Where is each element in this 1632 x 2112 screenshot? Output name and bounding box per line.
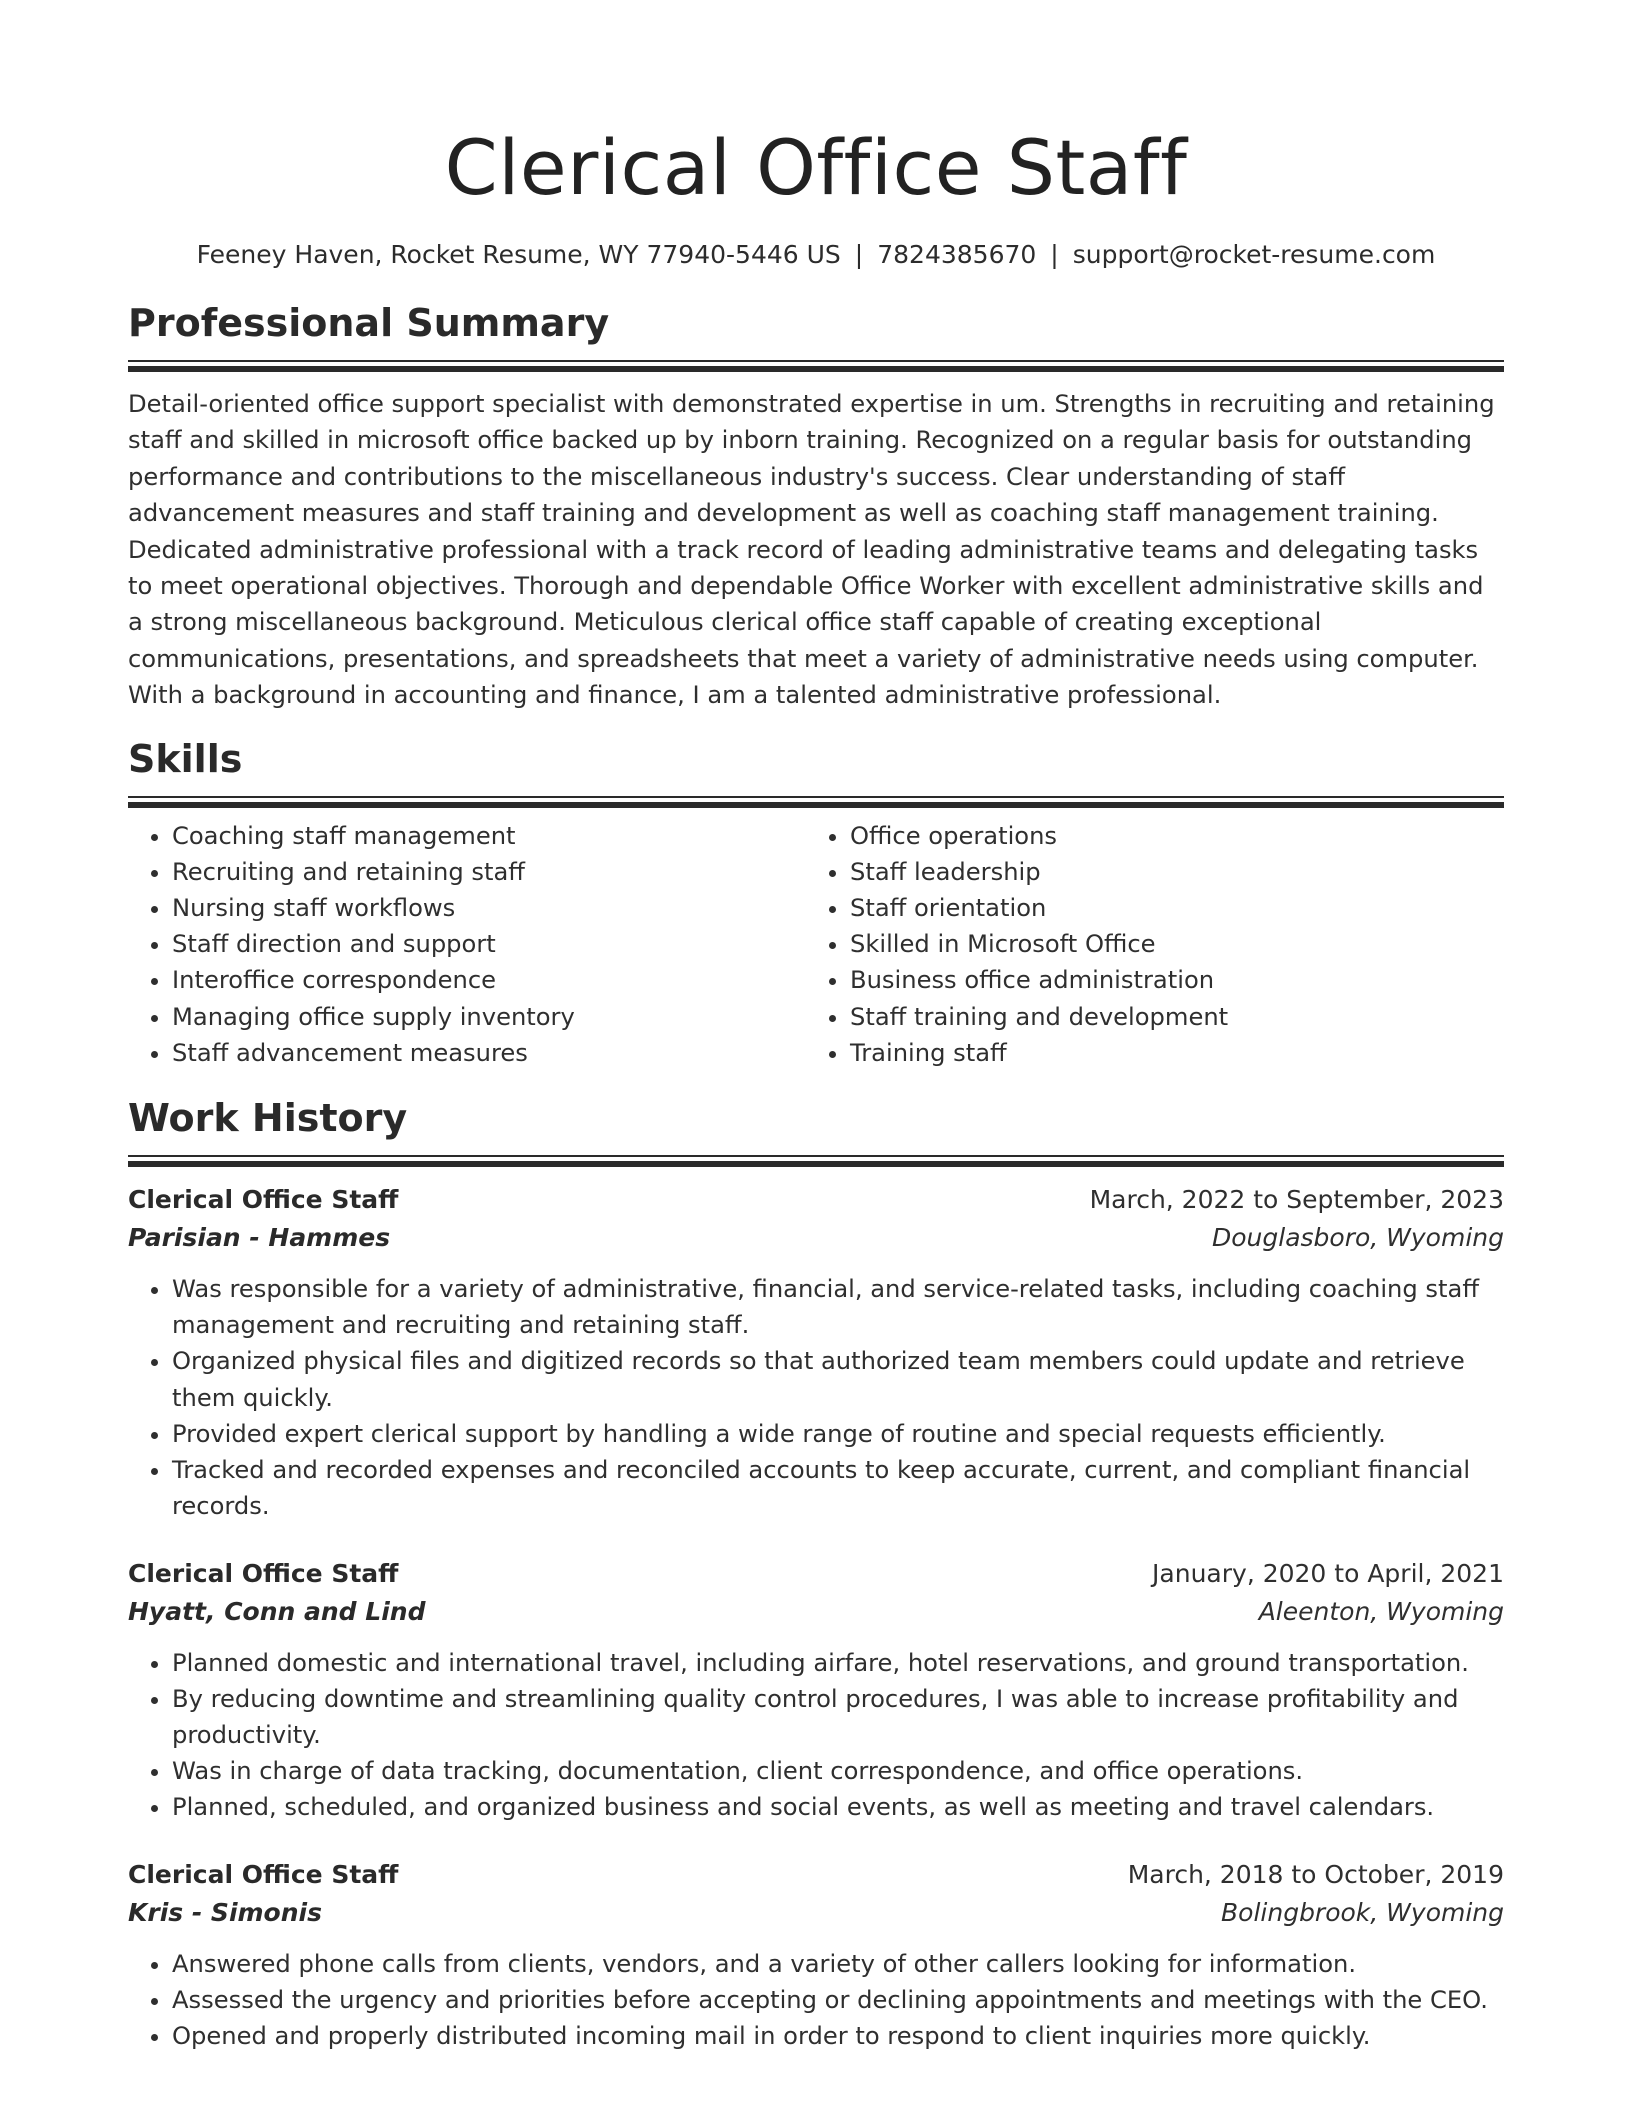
- summary-text: Detail-oriented office support specialist with demonstrated expertise in um. Strengths in recruiting and retaining staff and skilled in microsoft office backed up by inborn training. Recognized on a regular basis for outstanding performance and contributions to the miscellaneous industry's success. Clear understanding of staff advancement measures and staff training and development as well as coaching staff management training. Dedicated administrative professional with a track record of leading administrative teams and delegating tasks to meet operational objectives. Thorough and dependable Office Worker with excellent administrative skills and a strong miscellaneous background. Meticulous clerical office staff capable of creating exceptional communications, presentations, and spreadsheets that meet a variety of administrative needs using computer. With a background in accounting and finance, I am a talented administrative professional.: [128, 390, 1495, 710]
- contact-line: [128, 238, 1504, 272]
- job-company: Hyatt, Conn and Lind: [128, 1596, 426, 1626]
- contact-email: support@rocket-resume.com: [1072, 240, 1436, 269]
- job-dates: January, 2020 to April, 2021: [1152, 1558, 1504, 1588]
- job-bullet: • Assessed the urgency and priorities before accepting or declining appointments and meetings with the CEO.: [172, 1982, 1504, 2018]
- job-entry: [128, 1856, 1504, 2055]
- summary-section: [128, 300, 1504, 714]
- skill-item: • Office operations: [850, 818, 1482, 854]
- skill-item: • Nursing staff workflows: [172, 890, 804, 926]
- skill-item: • Coaching staff management: [172, 818, 804, 854]
- job-bullet: • Provided expert clerical support by handling a wide range of routine and special requests efficiently.: [172, 1416, 1504, 1452]
- skill-item: • Training staff: [850, 1035, 1482, 1071]
- job-dates: March, 2022 to September, 2023: [1089, 1185, 1504, 1215]
- contact-address: Feeney Haven, Rocket Resume, WY 77940-5446 US: [196, 240, 841, 269]
- skill-item: • Staff direction and support: [172, 926, 804, 962]
- section-divider: [128, 796, 1504, 808]
- job-bullet: • Was in charge of data tracking, documentation, client correspondence, and office operations.: [172, 1753, 1504, 1789]
- job-bullet: • By reducing downtime and streamlining quality control procedures, I was able to increase profitability and productivity.: [172, 1681, 1504, 1753]
- skills-section: [128, 736, 1504, 1071]
- job-title: Clerical Office Staff: [128, 1558, 399, 1588]
- skills-list-right: [804, 818, 1482, 1071]
- job-entry: [128, 1181, 1504, 1524]
- skill-item: • Staff leadership: [850, 854, 1482, 890]
- job-bullet: • Was responsible for a variety of administrative, financial, and service-related tasks, including coaching staff management and recruiting and retaining staff.: [172, 1271, 1504, 1343]
- contact-separator: |: [1050, 240, 1059, 269]
- job-bullet: • Tracked and recorded expenses and reconciled accounts to keep accurate, current, and compliant financial records.: [172, 1452, 1504, 1524]
- job-bullets: [128, 1645, 1504, 1826]
- skill-item: • Interoffice correspondence: [172, 962, 804, 998]
- job-location: Douglasboro, Wyoming: [1211, 1223, 1504, 1253]
- job-bullet: • Opened and properly distributed incoming mail in order to respond to client inquiries more quickly.: [172, 2018, 1504, 2054]
- skill-item: • Recruiting and retaining staff: [172, 854, 804, 890]
- resume-name: Clerical Office Staff: [444, 123, 1188, 212]
- skill-item: • Business office administration: [850, 962, 1482, 998]
- work-heading: Work History: [128, 1096, 408, 1141]
- contact-separator: |: [854, 240, 864, 269]
- skill-item: • Staff orientation: [850, 890, 1482, 926]
- work-section: [128, 1095, 1504, 2054]
- job-bullet: • Answered phone calls from clients, vendors, and a variety of other callers looking for information.: [172, 1946, 1504, 1982]
- section-divider: [128, 360, 1504, 372]
- skills-heading: Skills: [128, 736, 243, 781]
- job-title: Clerical Office Staff: [128, 1185, 399, 1215]
- job-bullet: • Planned, scheduled, and organized business and social events, as well as meeting and travel calendars.: [172, 1789, 1504, 1825]
- skills-list-left: [128, 818, 804, 1071]
- skills-columns: [128, 818, 1504, 1071]
- summary-heading: Professional Summary: [128, 301, 610, 345]
- job-entry: [128, 1555, 1504, 1826]
- job-bullet: • Organized physical files and digitized records so that authorized team members could update and retrieve them quickly.: [172, 1343, 1504, 1415]
- job-company: Parisian - Hammes: [128, 1223, 391, 1253]
- job-bullets: [128, 1946, 1504, 2055]
- skill-item: • Skilled in Microsoft Office: [850, 926, 1482, 962]
- section-divider: [128, 1155, 1504, 1167]
- skill-item: • Managing office supply inventory: [172, 999, 804, 1035]
- job-title: Clerical Office Staff: [128, 1859, 399, 1889]
- resume-page: [128, 0, 1504, 2054]
- job-location: Aleenton, Wyoming: [1258, 1596, 1504, 1626]
- job-bullet: • Planned domestic and international travel, including airfare, hotel reservations, and ground transportation.: [172, 1645, 1504, 1681]
- skill-item: • Staff advancement measures: [172, 1035, 804, 1071]
- job-bullets: [128, 1271, 1504, 1524]
- job-company: Kris - Simonis: [128, 1897, 322, 1927]
- job-location: Bolingbrook, Wyoming: [1221, 1897, 1504, 1927]
- contact-phone: 7824385670: [877, 240, 1037, 269]
- skill-item: • Staff training and development: [850, 999, 1482, 1035]
- job-dates: March, 2018 to October, 2019: [1127, 1859, 1504, 1889]
